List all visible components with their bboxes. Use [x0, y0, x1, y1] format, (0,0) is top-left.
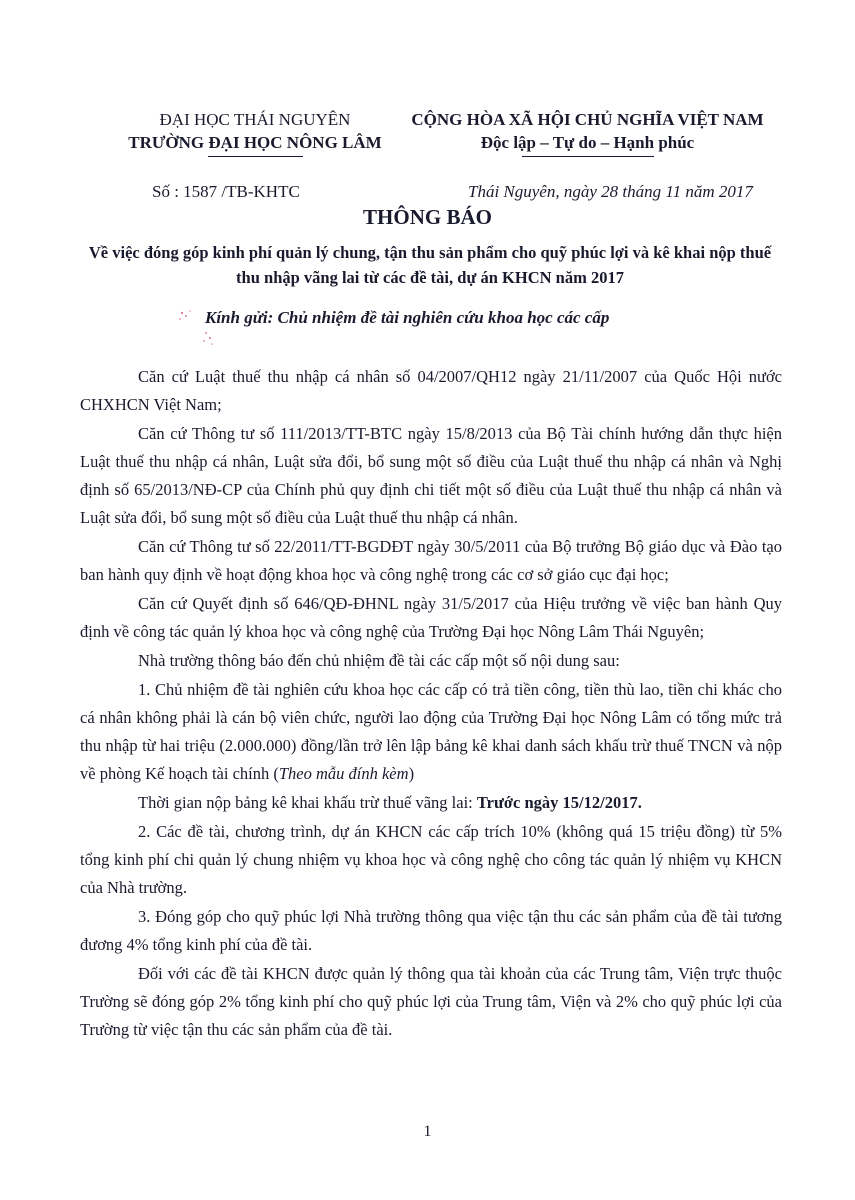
- national-title: CỘNG HÒA XÃ HỘI CHỦ NGHĨA VIỆT NAM: [411, 110, 764, 129]
- deadline-date: Trước ngày 15/12/2017.: [476, 793, 642, 812]
- paragraph-item-1: [80, 676, 782, 788]
- item-1-attachment-note: Theo mẫu đính kèm: [278, 764, 409, 783]
- university-name: ĐẠI HỌC THÁI NGUYÊN: [159, 110, 351, 129]
- paragraph-item-3-detail: Đối với các đề tài KHCN được quản lý thông qua tài khoản của các Trung tâm, Viện trực thuộc Trường sẽ đóng góp 2% tổng kinh phí cho quỹ phúc lợi của Trung tâm, Viện và 2% cho quỹ phúc lợi của Trường từ việc tận thu các sản phẩm của đề tài.: [80, 964, 782, 1039]
- item-1-close: ): [408, 764, 415, 783]
- issuer-header: [120, 108, 390, 157]
- issuer-underline: [208, 156, 303, 157]
- paragraph-legal-basis-1: Căn cứ Luật thuế thu nhập cá nhân số 04/2007/QH12 ngày 21/11/2007 của Quốc Hội nước CHXHCN Việt Nam;: [80, 367, 782, 414]
- school-name: TRƯỜNG ĐẠI HỌC NÔNG LÂM: [128, 133, 382, 152]
- recipient-line: Kính gửi: Chủ nhiệm đề tài nghiên cứu khoa học các cấp: [205, 308, 610, 327]
- paragraph-legal-basis-2: Căn cứ Thông tư số 111/2013/TT-BTC ngày 15/8/2013 của Bộ Tài chính hướng dẫn thực hiện Luật thuế thu nhập cá nhân, Luật sửa đổi, bổ sung một số điều của Luật thuế thu nhập cá nhân và Nghị định số 65/2013/NĐ-CP của Chính phủ quy định chi tiết một số điều của Luật thuế thu nhập cá nhân và Luật sửa đổi, bổ sung một số điều của Luật thuế thu nhập cá nhân.: [80, 424, 782, 527]
- document-subtitle: Về việc đóng góp kinh phí quản lý chung, tận thu sản phẩm cho quỹ phúc lợi và kê khai nộp thuế thu nhập vãng lai từ các đề tài, dự án KHCN năm 2017: [88, 243, 772, 287]
- page-number: 1: [423, 1123, 432, 1140]
- document-body: [80, 363, 782, 1045]
- paragraph-deadline: [80, 789, 782, 817]
- document-title: THÔNG BÁO: [363, 205, 492, 229]
- paragraph-item-2: 2. Các đề tài, chương trình, dự án KHCN các cấp trích 10% (không quá 15 triệu đồng) từ 5% tổng kinh phí chi quản lý chung nhiệm vụ khoa học và công nghệ cho công tác quản lý nhiệm vụ KHCN của Nhà trường.: [80, 822, 782, 897]
- date-line: Thái Nguyên, ngày 28 tháng 11 năm 2017: [468, 182, 753, 201]
- paragraph-item-3: 3. Đóng góp cho quỹ phúc lợi Nhà trường thông qua việc tận thu các sản phẩm của đề tài tương đương 4% tổng kinh phí của đề tài.: [80, 907, 782, 954]
- national-motto: Độc lập – Tự do – Hạnh phúc: [480, 133, 695, 152]
- motto-underline: [522, 156, 654, 157]
- document-number: Số : 1587 /TB-KHTC: [152, 182, 300, 201]
- paragraph-legal-basis-4: Căn cứ Quyết định số 646/QĐ-ĐHNL ngày 31/5/2017 của Hiệu trưởng về việc ban hành Quy định về công tác quản lý khoa học và công nghệ của Trường Đại học Nông Lâm Thái Nguyên;: [80, 594, 782, 641]
- paragraph-legal-basis-3: Căn cứ Thông tư số 22/2011/TT-BGDĐT ngày 30/5/2011 của Bộ trưởng Bộ giáo dục và Đào tạo ban hành quy định về hoạt động khoa học và công nghệ trong các cơ sở giáo cục đại học;: [80, 537, 782, 584]
- item-1-text: 1. Chủ nhiệm đề tài nghiên cứu khoa học các cấp có trả tiền công, tiền thù lao, tiền chi khác cho cá nhân không phải là cán bộ viên chức, người lao động của Trường Đại học Nông Lâm có tổng mức trả thu nhập từ hai triệu (2.000.000) đồng/lần trở lên lập bảng kê khai danh sách khấu trừ thuế TNCN và nộp về phòng Kế hoạch tài chính (: [80, 680, 782, 783]
- paragraph-announcement-intro: Nhà trường thông báo đến chủ nhiệm đề tài các cấp một số nội dung sau:: [138, 651, 620, 670]
- deadline-label: Thời gian nộp bảng kê khai khấu trừ thuế vãng lai:: [138, 793, 477, 812]
- national-header: [400, 108, 775, 157]
